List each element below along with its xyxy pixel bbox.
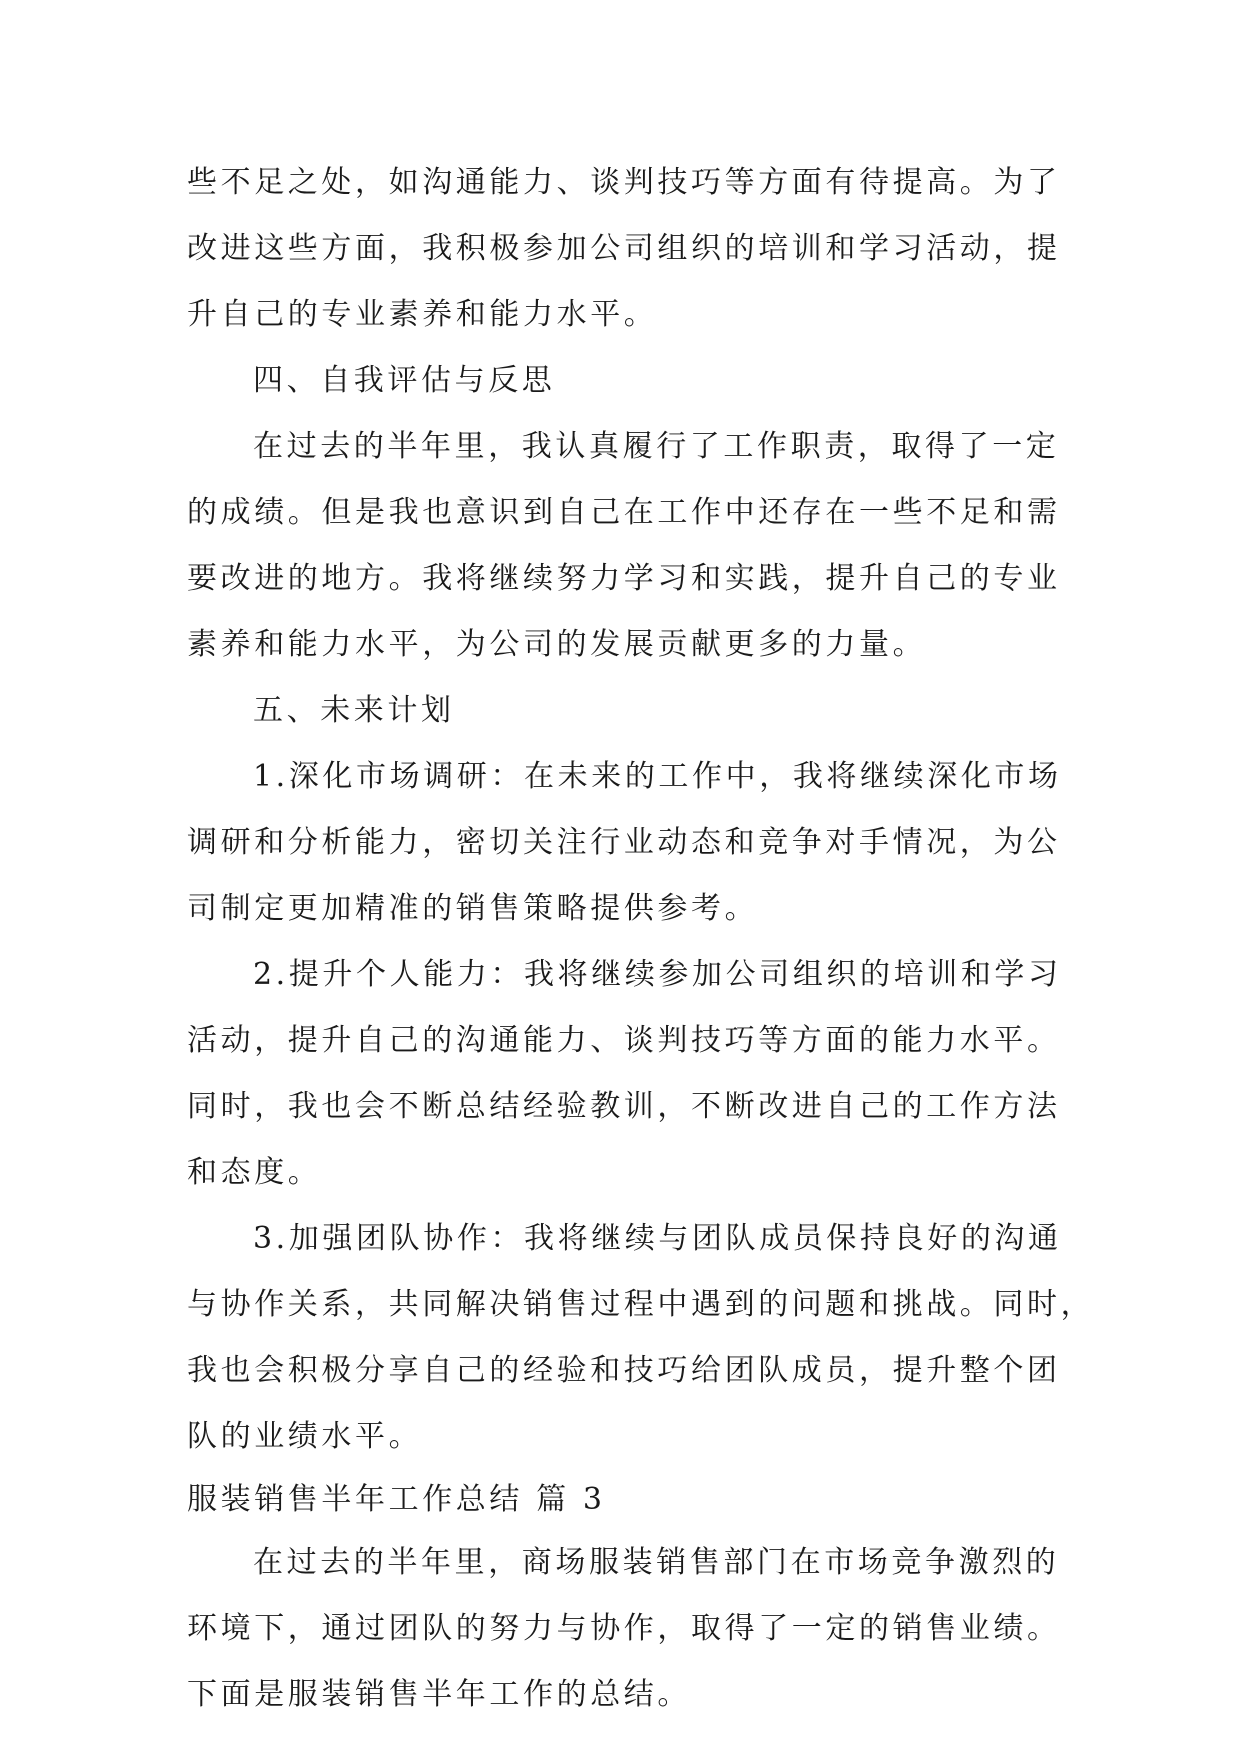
article-title: 服装销售半年工作总结 篇 3 xyxy=(187,1482,606,1517)
list-item-line: 2.提升个人能力：我将继续参加公司组织的培训和学习 xyxy=(253,957,1062,992)
list-item-line: 同时，我也会不断总结经验教训，不断改进自己的工作方法 xyxy=(187,1089,1061,1124)
paragraph-line: 升自己的专业素养和能力水平。 xyxy=(187,297,658,332)
paragraph-line: 要改进的地方。我将继续努力学习和实践，提升自己的专业 xyxy=(187,561,1061,596)
list-item-line: 和态度。 xyxy=(187,1155,322,1190)
list-item-line: 1.深化市场调研：在未来的工作中，我将继续深化市场 xyxy=(253,759,1062,794)
list-item-line: 3.加强团队协作：我将继续与团队成员保持良好的沟通 xyxy=(253,1221,1062,1256)
list-item-line: 队的业绩水平。 xyxy=(187,1419,423,1454)
list-item-line: 调研和分析能力，密切关注行业动态和竞争对手情况，为公 xyxy=(187,825,1061,860)
paragraph-line: 改进这些方面，我积极参加公司组织的培训和学习活动，提 xyxy=(187,231,1061,266)
paragraph-line: 素养和能力水平，为公司的发展贡献更多的力量。 xyxy=(187,627,927,662)
paragraph-line: 在过去的半年里，我认真履行了工作职责，取得了一定 xyxy=(253,429,1060,464)
list-item-line: 司制定更加精准的销售策略提供参考。 xyxy=(187,891,759,926)
list-item-line: 与协作关系，共同解决销售过程中遇到的问题和挑战。同时， xyxy=(187,1287,1095,1322)
paragraph-line: 的成绩。但是我也意识到自己在工作中还存在一些不足和需 xyxy=(187,495,1061,530)
section-heading: 四、自我评估与反思 xyxy=(253,363,556,398)
list-item-line: 活动，提升自己的沟通能力、谈判技巧等方面的能力水平。 xyxy=(187,1023,1061,1058)
list-item-line: 我也会积极分享自己的经验和技巧给团队成员，提升整个团 xyxy=(187,1353,1061,1388)
paragraph-line: 些不足之处，如沟通能力、谈判技巧等方面有待提高。为了 xyxy=(187,165,1061,200)
paragraph-line: 环境下，通过团队的努力与协作，取得了一定的销售业绩。 xyxy=(187,1611,1061,1646)
paragraph-line: 下面是服装销售半年工作的总结。 xyxy=(187,1677,691,1712)
document-body xyxy=(187,150,1095,1728)
paragraph-line: 在过去的半年里，商场服装销售部门在市场竞争激烈的 xyxy=(253,1545,1060,1580)
section-heading: 五、未来计划 xyxy=(253,693,455,728)
